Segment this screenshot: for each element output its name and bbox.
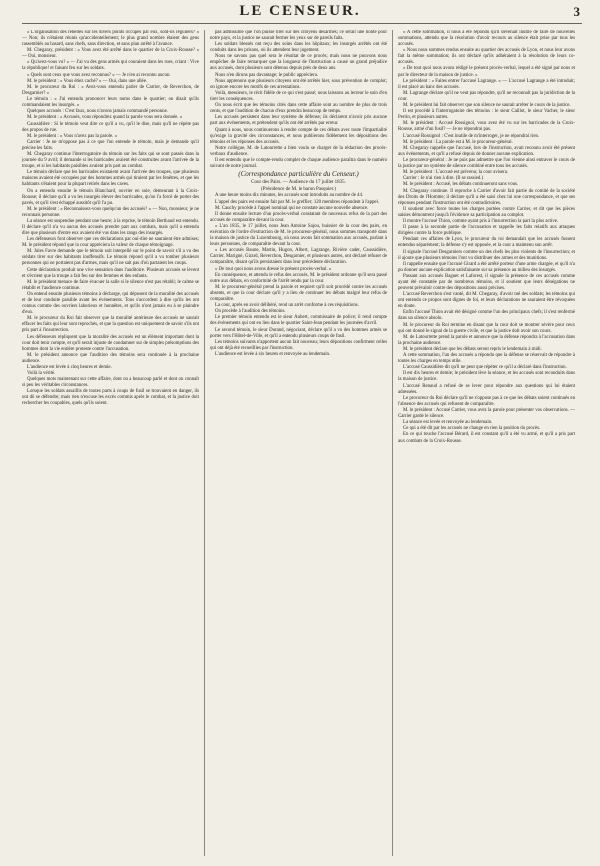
paragraph: « Quels sont ceux que vous avez reconnus? » — Je n'en ai reconnu aucun.	[27, 72, 171, 78]
column-divider-2	[392, 30, 393, 856]
paragraph: En ce qui touche l'accusé Bérard, il est constant qu'il a été vu armé, et qu'il a pris part aux combats de la Croix-Rousse.	[398, 432, 575, 444]
paragraph: « L'an 1835, le 17 juillet, nous Jean Antoine Sajou, huissier de la cour des pairs, en exécution de l'ordre d'extraction de M. le procureur-général, nous sommes transporté dans la maison de justice du Luxembourg, où nous avons fait sommation aux accusés, parlant à leurs personnes, de comparaître devant la cour.	[210, 224, 387, 248]
paragraph: » Nous nous sommes rendus ensuite au quartier des accusés de Lyon, et nous leur avons fait la même sommation; ils ont déclaré qu'ils adhéraient à la résolution de leurs co-accusés.	[398, 48, 575, 66]
paragraph: L'appel des pairs est ensuite fait par M. le greffier; 120 membres répondent à l'appel.	[215, 199, 380, 205]
paragraph: Ce qui a été dit par les accusés ne change en rien la position du procès.	[403, 426, 541, 432]
paragraph: M. le président : L'accusé est prévenu; la cour avisera.	[403, 170, 509, 176]
paragraph: Les témoins suivants n'apportent aucun fait nouveau; leurs dépositions confirment celles qui ont déjà été recueillies par l'instruction.	[210, 339, 387, 351]
header-rule	[22, 23, 582, 24]
paragraph: La séance est levée et renvoyée au lendemain.	[403, 420, 493, 426]
paragraph: M. le procureur du Roi : « Avez-vous entendu parler de Carrier, de Reverchon, de Desgarnier? »	[22, 84, 199, 96]
column-divider-1	[204, 30, 205, 856]
paragraph: M. le président : « Vous n'avez pas la parole. »	[27, 133, 118, 139]
section-subheading: Cour des Pairs. — Audience du 17 juillet 1835.	[251, 180, 346, 186]
paragraph: Il donne ensuite lecture d'un procès-verbal constatant de nouveaux refus de la part des accusés de comparaître devant la cour.	[210, 211, 387, 223]
paragraph: Quelques mots maintenant sur cette affaire, dont on a beaucoup parlé et dont on connaît si peu les véritables circonstances.	[22, 377, 199, 389]
paragraph: » Les accusés Baune, Martin, Hugon, Albert, Lagrange, Rivière cadet, Caussidière, Carrier, Marigné, Girard, Reverchon, Desgarnier, et plusieurs autres, ont déclaré refuser de comparaître, disant qu'ils persistaient dans leur précédente déclaration.	[210, 248, 387, 266]
paragraph: La séance est suspendue pendant une heure; à la reprise, le témoin Berthaud est entendu. Il déclare qu'il n'a vu aucun des accusés prendre part aux combats, mais qu'il a entendu dire que plusieurs d'entre eux avaient été vus dans les rangs des insurgés.	[22, 218, 199, 237]
paragraph: Notre collègue, M. de Latourrette a bien voulu se charger de la rédaction des procès-verbaux d'audience.	[210, 145, 387, 157]
paragraph: L'accusé Reverchon s'est vanté, dit M. Chegaray, d'avoir tué des soldats; les témoins qui ont entendu ce propos sont dignes de foi, et leurs déclarations ne sauraient être révoquées en doute.	[398, 292, 575, 310]
paragraph: A une heure moins dix minutes, les accusés sont introduits au nombre de 44.	[215, 193, 364, 199]
text-column-1	[22, 30, 199, 856]
paragraph: Il passe à la seconde partie de l'accusation et rappelle les faits relatifs aux attaques dirigées contre la force publique.	[398, 225, 575, 237]
paragraph: Le premier témoin entendu est le sieur Aubert, commissaire de police; il rend compte des événements qui ont eu lieu dans le quartier Saint-Jean pendant les journées d'avril.	[210, 315, 387, 327]
paragraph: En conséquence, et attendu le refus des accusés, M. le président ordonne qu'il sera passé outre aux débats, en conformité de l'arrêt rendu par la cour.	[210, 272, 387, 284]
paragraph: » De tout quoi nous avons dressé le présent procès-verbal. »	[215, 266, 332, 272]
paragraph: M. le président : La parole est à M. le procureur-général.	[403, 139, 513, 145]
paragraph: Il est procédé à l'interrogatoire des témoins : le sieur Caillot, le sieur Vacher, le sieur Perrin, et plusieurs autres.	[398, 109, 575, 121]
paragraph: « L'organisation des rebelles sur les divers points occupés par eux, sont-ils réguliers? » — Non; ils n'étaient réunis qu'accidentellement; le plus grand nombre étaient des gens rassemblés au hasard, sans chefs, sans direction, et sans plan arrêté à l'avance.	[22, 30, 199, 48]
paragraph: M. le président : Accusé, les débats continueront sans vous.	[403, 182, 519, 188]
paragraph: « A cette sommation, il nous a été répondu qu'il devenait inutile de faire de nouvelles sommations, attendu que la résolution d'avoir recours au silence était prise par tous les accusés.	[398, 30, 575, 48]
paragraph: On a entendu ensuite le témoin Blanchard, ouvrier en soie, demeurant à la Croix-Rousse; il déclare qu'il a vu les insurgés élever des barricades, qu'on l'a forcé de porter des pavés, et qu'il s'est échappé aussitôt qu'il l'a pu.	[22, 188, 199, 206]
paragraph: M. le président : Accusé Carrier, vous avez la parole pour présenter vos observations. — Carrier garde le silence.	[398, 408, 575, 420]
paragraph: Cette déclaration produit une vive sensation dans l'auditoire. Plusieurs accusés se lèvent et s'écrient que la troupe a fait feu sur des femmes et des enfants.	[22, 267, 199, 279]
paragraph: Il soutient avec force toutes les charges portées contre Carrier, et dit que les pièces saisies démontrent jusqu'à l'évidence sa participation au complot.	[398, 206, 575, 218]
paragraph: Il montre l'accusé Thion, comme ayant pris à l'insurrection la part la plus active.	[403, 219, 559, 225]
paragraph: A cette sommation, l'un des accusés a répondu que la défense se réservait de répondre à toutes les charges en temps utile.	[398, 353, 575, 365]
paragraph: M. le président déclare que les débats seront repris le lendemain à midi.	[403, 346, 542, 352]
paragraph: L'accusé Renaud a refusé de se lever pour répondre aux questions qui lui étaient adressées.	[398, 383, 575, 395]
paragraph: M. le procureur-général prend la parole et requiert qu'il soit procédé contre les accusés absents, et que la cour déclare qu'il y a lieu de continuer les débats malgré leur refus de comparaître.	[210, 284, 387, 302]
paragraph: Les soldats blessés ont reçu des soins dans les hôpitaux; les insurgés arrêtés ont été conduits dans les prisons, où ils attendent leur jugement.	[210, 42, 387, 54]
paragraph: Pendant ces affaires de Lyon, le procureur du roi demandait que les accusés fussent entendus séparément; la défense s'y est opposée, et la cour a maintenu son arrêt.	[398, 237, 575, 249]
paragraph: M. le président lui fait observer que son silence ne saurait arrêter le cours de la justice.	[403, 103, 571, 109]
paragraph: L'accusé Caussidière dit qu'il ne peut que répéter ce qu'il a déclaré dans l'instruction.	[403, 365, 567, 371]
paragraph: Le second témoin, le sieur Durand, négociant, déclare qu'il a vu des hommes armés se porter vers l'Hôtel-de-Ville, et qu'il a entendu plusieurs coups de fusil.	[210, 327, 387, 339]
paragraph: Quant à nous, nous continuerons à rendre compte de ces débats avec toute l'impartialité qu'exige la gravité des circonstances, et nous publierons fidèlement les dépositions des témoins et les réponses des accusés.	[210, 127, 387, 145]
paragraph: Les accusés persistent dans leur système de défense; ils déclarent n'avoir pris aucune part aux événements, et prétendent qu'ils ont été arrêtés par erreur.	[210, 115, 387, 127]
paragraph: Quelques accusés : C'est faux, nous n'avons jamais commandé personne.	[27, 109, 168, 115]
paragraph: Il rappelle ensuite que l'accusé Girard a été arrêté porteur d'une arme chargée, et qu'il n'a pu donner aucune explication satisfaisante sur sa présence au milieu des insurgés.	[398, 261, 575, 273]
paragraph: Les défenseurs répliquent que la moralité des accusés est un élément important dont la cour doit tenir compte, et qu'il serait injuste de condamner sur de simples présomptions des hommes dont la vie entière proteste contre l'accusation.	[22, 334, 199, 352]
paragraph: M. le président annonce que l'audition des témoins sera continuée à la prochaine audience.	[22, 352, 199, 364]
paragraph: M. Chegaray continue. Il reproche à Carrier d'avoir fait partie du comité de la société des Droits de l'Homme; il déclare qu'il a été saisi chez lui une correspondance, et que ses réponses pendant l'instruction ont été contradictoires.	[398, 188, 575, 206]
paragraph: Nous ne savons pas quel sera le résultat de ce procès; mais nous ne pouvons nous empêcher de faire remarquer que la longueur de l'instruction a causé un grand préjudice aux accusés, dont plusieurs sont détenus depuis près de deux ans.	[210, 54, 387, 72]
text-column-2	[210, 30, 387, 856]
paragraph: Carrier : Je n'ai rien à dire. (Il se rassied.)	[403, 176, 484, 182]
paragraph: On procède à l'audition des témoins.	[215, 309, 286, 315]
paragraph: M. Cauchy procède à l'appel nominal qui ne constate aucune nouvelle absence.	[215, 205, 369, 211]
paragraph: L'audience est levée à six heures et renvoyée au lendemain.	[215, 351, 331, 357]
paragraph: Le président : « Faites entrer l'accusé Lagrange. » — L'accusé Lagrange a été introduit; il est placé au banc des accusés.	[398, 78, 575, 90]
paragraph: Nous apprenons que plusieurs citoyens ont été arrêtés hier, sous prévention de complot; on ignore encore les motifs de ces arrestations.	[210, 78, 387, 90]
paragraph: M. le procureur du Roi fait observer que la moralité antérieure des accusés ne saurait effacer les faits qui leur sont reprochés, et que la question est uniquement de savoir s'ils ont pris part à l'insurrection.	[22, 316, 199, 334]
paragraph: M. le procureur du Roi termine en disant que la cour doit se montrer sévère pour ceux qui ont donné le signal de la guerre civile, et que la justice doit avoir son cours.	[398, 322, 575, 334]
newspaper-title: LE CENSEUR.	[239, 3, 361, 19]
paragraph: Nous n'en dirons pas davantage; le public appréciera.	[215, 72, 319, 78]
paragraph: M. Jules Favre demande que le témoin soit interpellé sur le point de savoir s'il a vu des soldats tirer sur des habitants inoffensifs. Le témoin répond qu'il a vu tomber plusieurs personnes qui ne portaient pas d'armes, mais qu'il ne sait pas d'où partaient les coups.	[22, 249, 199, 267]
paragraph: Caussidière : Si le témoin veut dire ce qu'il a vu, qu'il le dise, mais qu'il ne répète pas des propos de rue.	[22, 121, 199, 133]
paragraph: Passant aux accusés Baguet et Laforest, il signale la présence de ces accusés comme ayant été constatée par de nombreux témoins, et il soutient que leurs dénégations ne peuvent prévaloir contre des dépositions aussi précises.	[398, 273, 575, 292]
paragraph: On nous écrit que les témoins cités dans cette affaire sont au nombre de plus de trois cents, et que l'audition de chacun d'eux prendra beaucoup de temps.	[210, 103, 387, 115]
paragraph: Le témoin déclare que les barricades existaient avant l'arrivée des troupes, que plusieurs maisons avaient été occupées par des hommes armés qui tiraient par les fenêtres, et que les habitants s'étaient pour la plupart retirés dans les caves.	[22, 170, 199, 188]
paragraph: M. le président : « Vous étiez caché? » — Oui, dans une allée.	[27, 78, 148, 84]
paragraph: Voilà, messieurs, le récit fidèle de ce qui s'est passé; nous laissons au lecteur le soin d'en tirer les conséquences.	[210, 90, 387, 102]
paragraph: Le procureur du Roi déclare qu'il ne s'oppose pas à ce que les débats soient continués en l'absence des accusés qui refusent de comparaître.	[398, 395, 575, 407]
paragraph: Lorsque les soldats assaillis de toutes parts à coups de fusil se trouvaient en danger, ils ont dû se défendre; mais rien n'excuse les excès commis après le combat, et la justice doit rechercher les coupables, quels qu'ils soient.	[22, 389, 199, 407]
paragraph: On entend ensuite plusieurs témoins à décharge, qui déposent de la moralité des accusés et de leur conduite paisible avant les événements. Tous s'accordent à dire qu'ils les ont connus comme des ouvriers laborieux et honnêtes, et qu'ils n'ont jamais eu à se plaindre d'eux.	[22, 291, 199, 316]
text-column-3	[398, 30, 575, 856]
section-heading: (Correspondance particulière du Censeur.)	[238, 170, 359, 179]
page-number: 3	[573, 4, 580, 19]
paragraph: La cour, après en avoir délibéré, rend un arrêt conforme à ces réquisitions.	[215, 303, 359, 309]
paragraph: M. de Latourrette prend la parole et annonce que la défense répondra à l'accusation dans la prochaine audience.	[398, 334, 575, 346]
paragraph: » De tout quoi nous avons rédigé le présent procès-verbal, lequel a été signé par nous et par le directeur de la maison de justice. »	[398, 66, 575, 78]
paragraph: Carrier : Je ne m'oppose pas à ce que l'on entende le témoin, mais je demande qu'il précise les faits.	[22, 139, 199, 151]
section-subheading: (Présidence de M. le baron Pasquier.)	[261, 187, 336, 193]
paragraph: Le procureur-général : Je ne puis pas admettre que l'on vienne ainsi entraver le cours de la justice par un système de silence combiné entre tous les accusés.	[398, 158, 575, 170]
paragraph: Les défenseurs font observer que ces déclarations par ouï-dire ne sauraient être admises; M. le président répond que la cour appréciera la valeur de chaque témoignage.	[22, 237, 199, 249]
paragraph: L'audience est levée à cinq heures et demie.	[27, 364, 112, 370]
page-header	[0, 0, 600, 26]
paragraph: Il est dix heures et demie; le président lève la séance, et les accusés sont reconduits dans la maison de justice.	[398, 371, 575, 383]
paragraph: M. le président menace de faire évacuer la salle si le silence n'est pas rétabli; le calme se rétablit et l'audience continue.	[22, 279, 199, 291]
paragraph: « Qu'avez-vous vu? » — J'ai vu des gens armés qui couraient dans les rues, criant : Vive la république! et faisant feu sur les soldats.	[22, 60, 199, 72]
paragraph: Voilà la vérité.	[27, 371, 56, 377]
paragraph: M. le président : « Reconnaissez-vous quelqu'un des accusés? » — Non, monsieur, je ne reconnais personne.	[22, 206, 199, 218]
paragraph: Enfin l'accusé Thion avait été désigné comme l'un des principaux chefs; il s'est renfermé dans un silence absolu.	[398, 310, 575, 322]
paragraph: M. le président : Accusé Rossignol, vous avez été vu sur les barricades de la Croix-Rousse, armé d'un fusil? — Je ne répondrai pas.	[398, 121, 575, 133]
paragraph: M. Lagrange déclare qu'il ne veut pas répondre, qu'il ne reconnaît pas la juridiction de la cour.	[398, 90, 575, 102]
paragraph: Il signale l'accusé Desgarniers comme un des chefs les plus violents de l'insurrection; et il ajoute que plusieurs témoins l'ont vu distribuer des armes et des munitions.	[398, 249, 575, 261]
paragraph: Il est entendu que le compte-rendu complet de chaque audience paraîtra dans le numéro suivant de notre journal.	[210, 157, 387, 169]
paragraph: M. le président : « Accusés, vous répondrez quand la parole vous sera donnée. »	[27, 115, 183, 121]
paragraph: L'accusé Rossignol : C'est inutile de m'interroger, je ne répondrai rien.	[403, 133, 540, 139]
paragraph: M. Chegaray rappelle que l'accusé, lors de l'instruction, avait reconnu avoir été présent aux événements, et qu'il a refusé depuis de donner aucune explication.	[398, 145, 575, 157]
paragraph: pas admissible que l'on puisse tirer sur des citoyens désarmés; ce serait une honte pour notre pays, et la justice ne saurait fermer les yeux sur de pareils faits.	[210, 30, 387, 42]
paragraph: Le témoin : « J'ai entendu prononcer leurs noms dans le quartier; on disait qu'ils commandaient les insurgés. »	[22, 97, 199, 109]
paragraph: M. Chegaray, président : « Vous avez été arrêté dans le quartier de la Croix-Rousse? » — Oui, monsieur.	[22, 48, 199, 60]
paragraph: M. Chegaray continue l'interrogatoire du témoin sur les faits qui se sont passés dans la journée du 9 avril; il demande si les barricades avaient été construites avant l'arrivée de la troupe, et si les habitants paisibles avaient pris part au combat.	[22, 152, 199, 170]
